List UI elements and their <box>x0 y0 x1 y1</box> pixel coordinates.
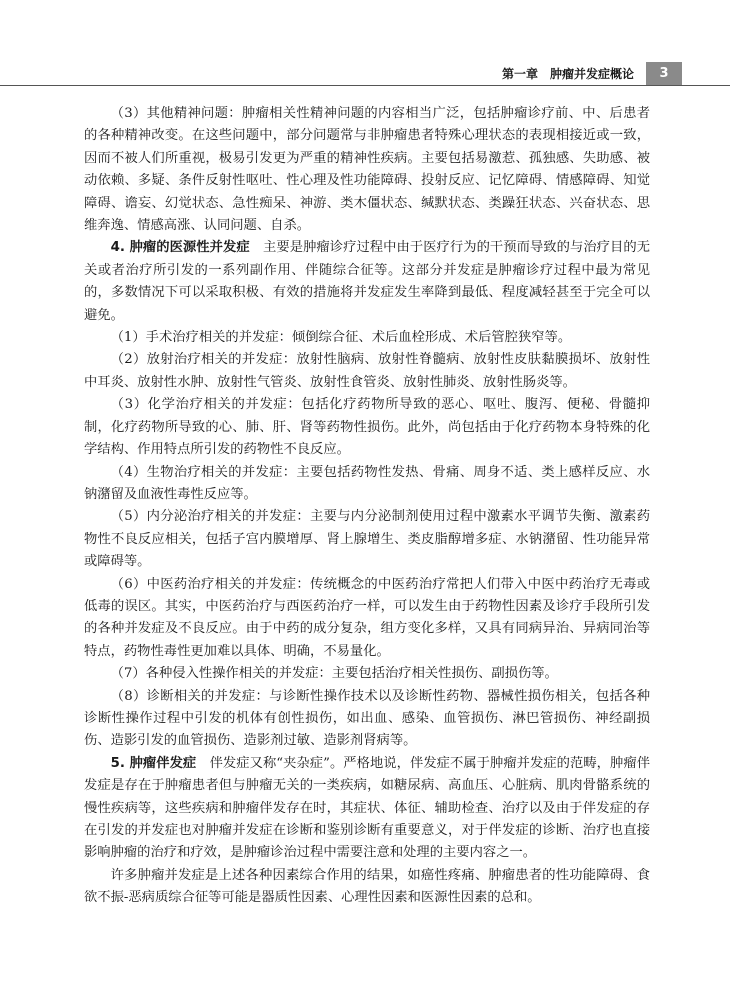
paragraph-text: （3）化学治疗相关的并发症：包括化疗药物所导致的恶心、呕吐、腹泻、便秘、骨髓抑制，化疗药物所导致的心、肺、肝、肾等药物性损伤。此外，尚包括由于化疗药物本身特殊的化学结构、作用特点所引发的药物性不良反应。 <box>84 397 650 458</box>
paragraph <box>84 506 650 573</box>
paragraph <box>84 349 650 394</box>
paragraph-heading: 4. 肿瘤的医源性并发症 <box>110 240 250 256</box>
paragraph <box>84 574 650 664</box>
paragraph <box>84 327 650 349</box>
paragraph <box>84 663 650 685</box>
paragraph-text: （1）手术治疗相关的并发症：倾倒综合征、术后血栓形成、术后管腔狭窄等。 <box>110 330 572 346</box>
paragraph-text: 主要是肿瘤诊疗过程中由于医疗行为的干预而导致的与治疗目的无关或者治疗所引发的一系列副作用、伴随综合征等。这部分并发症是肿瘤诊疗过程中最为常见的，多数情况下可以采取积极、有效的措施将并发症发生率降到最低、程度减轻甚至于完全可以避免。 <box>84 240 651 323</box>
paragraph <box>84 753 650 865</box>
paragraph <box>84 394 650 461</box>
page-number: 3 <box>646 62 682 86</box>
paragraph <box>84 237 650 327</box>
paragraph-text: 伴发症又称“夹杂症”。严格地说，伴发症不属于肿瘤并发症的范畴，肿瘤伴发症是存在于肿瘤患者但与肿瘤无关的一类疾病，如糖尿病、高血压、心脏病、肌肉骨骼系统的慢性疾病等，这些疾病和肿瘤伴发存在时，其症状、体征、辅助检查、治疗以及由于伴发症的存在引发的并发症也对肿瘤并发症在诊断和鉴别诊断有重要意义，对于伴发症的诊断、治疗也直接影响肿瘤的治疗和疗效，是肿瘤诊治过程中需要注意和处理的主要内容之一。 <box>84 755 650 861</box>
paragraph <box>84 103 650 237</box>
paragraph-text: （3）其他精神问题：肿瘤相关性精神问题的内容相当广泛，包括肿瘤诊疗前、中、后患者的各种精神改变。在这些问题中，部分问题常与非肿瘤患者特殊心理状态的表现相接近或一致，因而不被人们所重视，极易引发更为严重的精神性疾病。主要包括易激惹、孤独感、失助感、被动依赖、多疑、条件反射性呕吐、性心理及性功能障碍、投射反应、记忆障碍、情感障碍、知觉障碍、谵妄、幻觉状态、急性痴呆、神游、类木僵状态、缄默状态、类躁狂状态、兴奋状态、思维奔逸、情感高涨、认同问题、自杀。 <box>84 106 650 234</box>
chapter-name: 肿瘤并发症概论 <box>549 67 634 81</box>
chapter-title <box>502 65 634 82</box>
running-header <box>0 62 730 86</box>
paragraph <box>84 865 650 910</box>
paragraph-text: （4）生物治疗相关的并发症：主要包括药物性发热、骨痛、周身不适、类上感样反应、水钠潴留及血液性毒性反应等。 <box>84 464 650 502</box>
paragraph-text: 许多肿瘤并发症是上述各种因素综合作用的结果，如癌性疼痛、肿瘤患者的性功能障碍、食欲不振-恶病质综合征等可能是器质性因素、心理性因素和医源性因素的总和。 <box>84 867 650 906</box>
paragraph-text: （6）中医药治疗相关的并发症：传统概念的中医药治疗常把人们带入中医中药治疗无毒或低毒的误区。其实，中医药治疗与西医药治疗一样，可以发生由于药物性因素及诊疗手段所引发的各种并发症及不良反应。由于中药的成分复杂，组方变化多样，又具有同病异治、异病同治等特点，药物性毒性更加难以具体、明确，不易量化。 <box>84 576 650 659</box>
paragraph-text: （7）各种侵入性操作相关的并发症：主要包括治疗相关性损伤、副损伤等。 <box>110 666 558 682</box>
chapter-number: 第一章 <box>501 67 538 81</box>
body-text <box>84 103 650 910</box>
paragraph-text: （8）诊断相关的并发症：与诊断性操作技术以及诊断性药物、器械性损伤相关，包括各种诊断性操作过程中引发的机体有创性损伤，如出血、感染、血管损伤、淋巴管损伤、神经副损伤、造影引发的血管损伤、造影剂过敏、造影剂肾病等。 <box>84 688 650 749</box>
paragraph-heading: 5. 肿瘤伴发症 <box>110 755 197 771</box>
paragraph-text: （5）内分泌治疗相关的并发症：主要与内分泌制剂使用过程中激素水平调节失衡、激素药物性不良反应相关，包括子宫内膜增厚、肾上腺增生、类皮脂醇增多症、水钠潴留、性功能异常或障碍等。 <box>84 509 650 570</box>
paragraph-text: （2）放射治疗相关的并发症：放射性脑病、放射性脊髓病、放射性皮肤黏膜损坏、放射性中耳炎、放射性水肿、放射性气管炎、放射性食管炎、放射性肺炎、放射性肠炎等。 <box>84 352 650 390</box>
paragraph <box>84 686 650 753</box>
header-rule <box>0 85 730 86</box>
paragraph <box>84 462 650 507</box>
